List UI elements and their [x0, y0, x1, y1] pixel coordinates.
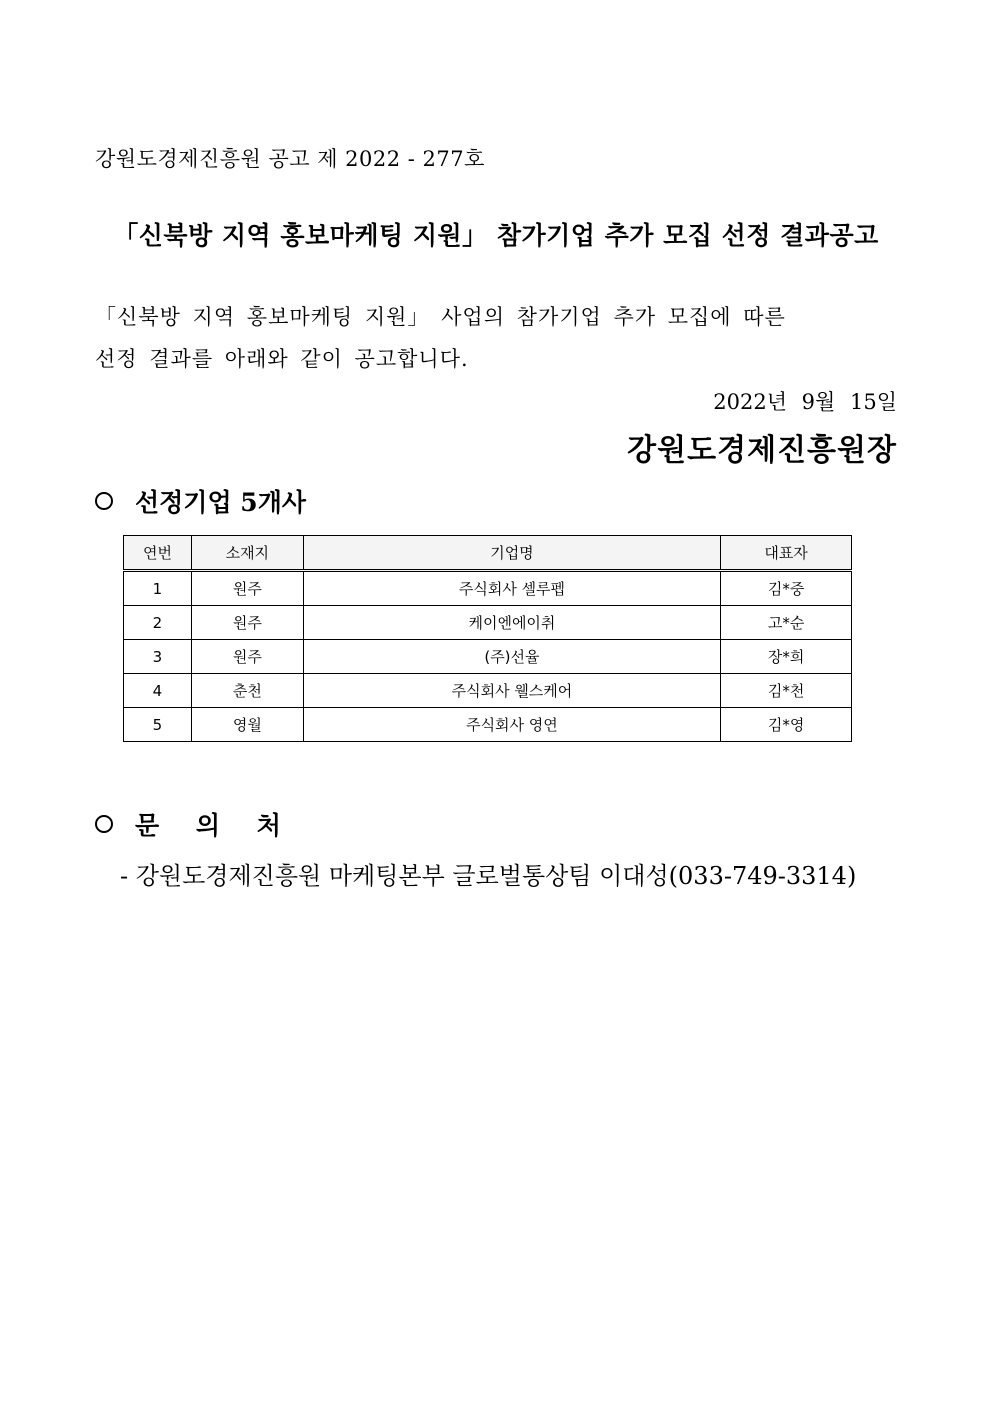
cell-location: 춘천: [191, 674, 303, 708]
table-row: [124, 606, 852, 640]
column-header-representative: 대표자: [721, 536, 852, 571]
table-header-row: [124, 536, 852, 571]
cell-company: 케이엔에이취: [303, 606, 720, 640]
cell-representative: 김*영: [721, 708, 852, 742]
contact-info: - 강원도경제진흥원 마케팅본부 글로벌통상팀 이대성(033-749-3314): [120, 862, 857, 890]
cell-company: 주식회사 영연: [303, 708, 720, 742]
cell-no: 4: [124, 674, 192, 708]
cell-no: 1: [124, 571, 192, 606]
circle-bullet-icon: [95, 815, 113, 833]
cell-no: 3: [124, 640, 192, 674]
cell-no: 2: [124, 606, 192, 640]
cell-representative: 김*중: [721, 571, 852, 606]
cell-company: (주)선율: [303, 640, 720, 674]
column-header-company: 기업명: [303, 536, 720, 571]
selected-heading-text: 선정기업 5개사: [135, 488, 306, 517]
contact-heading-text: 문 의 처: [135, 811, 295, 840]
contact-heading: [95, 806, 295, 842]
column-header-no: 연번: [124, 536, 192, 571]
intro-paragraph: [95, 296, 897, 380]
column-header-location: 소재지: [191, 536, 303, 571]
cell-company: 주식회사 웰스케어: [303, 674, 720, 708]
cell-representative: 장*희: [721, 640, 852, 674]
selected-companies-table: [123, 535, 852, 742]
intro-line-1: 「신북방 지역 홍보마케팅 지원」 사업의 참가기업 추가 모집에 따른: [95, 305, 786, 329]
cell-representative: 고*순: [721, 606, 852, 640]
table-row: [124, 640, 852, 674]
announcement-date: 2022년 9월 15일: [713, 390, 897, 414]
cell-location: 원주: [191, 640, 303, 674]
intro-line-2: 선정 결과를 아래와 같이 공고합니다.: [95, 347, 469, 371]
cell-location: 원주: [191, 606, 303, 640]
circle-bullet-icon: [95, 492, 113, 510]
cell-no: 5: [124, 708, 192, 742]
table-row: [124, 674, 852, 708]
table-row: [124, 708, 852, 742]
cell-location: 영월: [191, 708, 303, 742]
cell-company: 주식회사 셀루펩: [303, 571, 720, 606]
cell-location: 원주: [191, 571, 303, 606]
notice-number: 강원도경제진흥원 공고 제 2022 - 277호: [95, 147, 485, 171]
document-title: 「신북방 지역 홍보마케팅 지원」 참가기업 추가 모집 선정 결과공고: [113, 221, 879, 250]
selected-companies-heading: [95, 483, 306, 519]
cell-representative: 김*천: [721, 674, 852, 708]
issuer-name: 강원도경제진흥원장: [627, 433, 897, 468]
table-row: [124, 571, 852, 606]
